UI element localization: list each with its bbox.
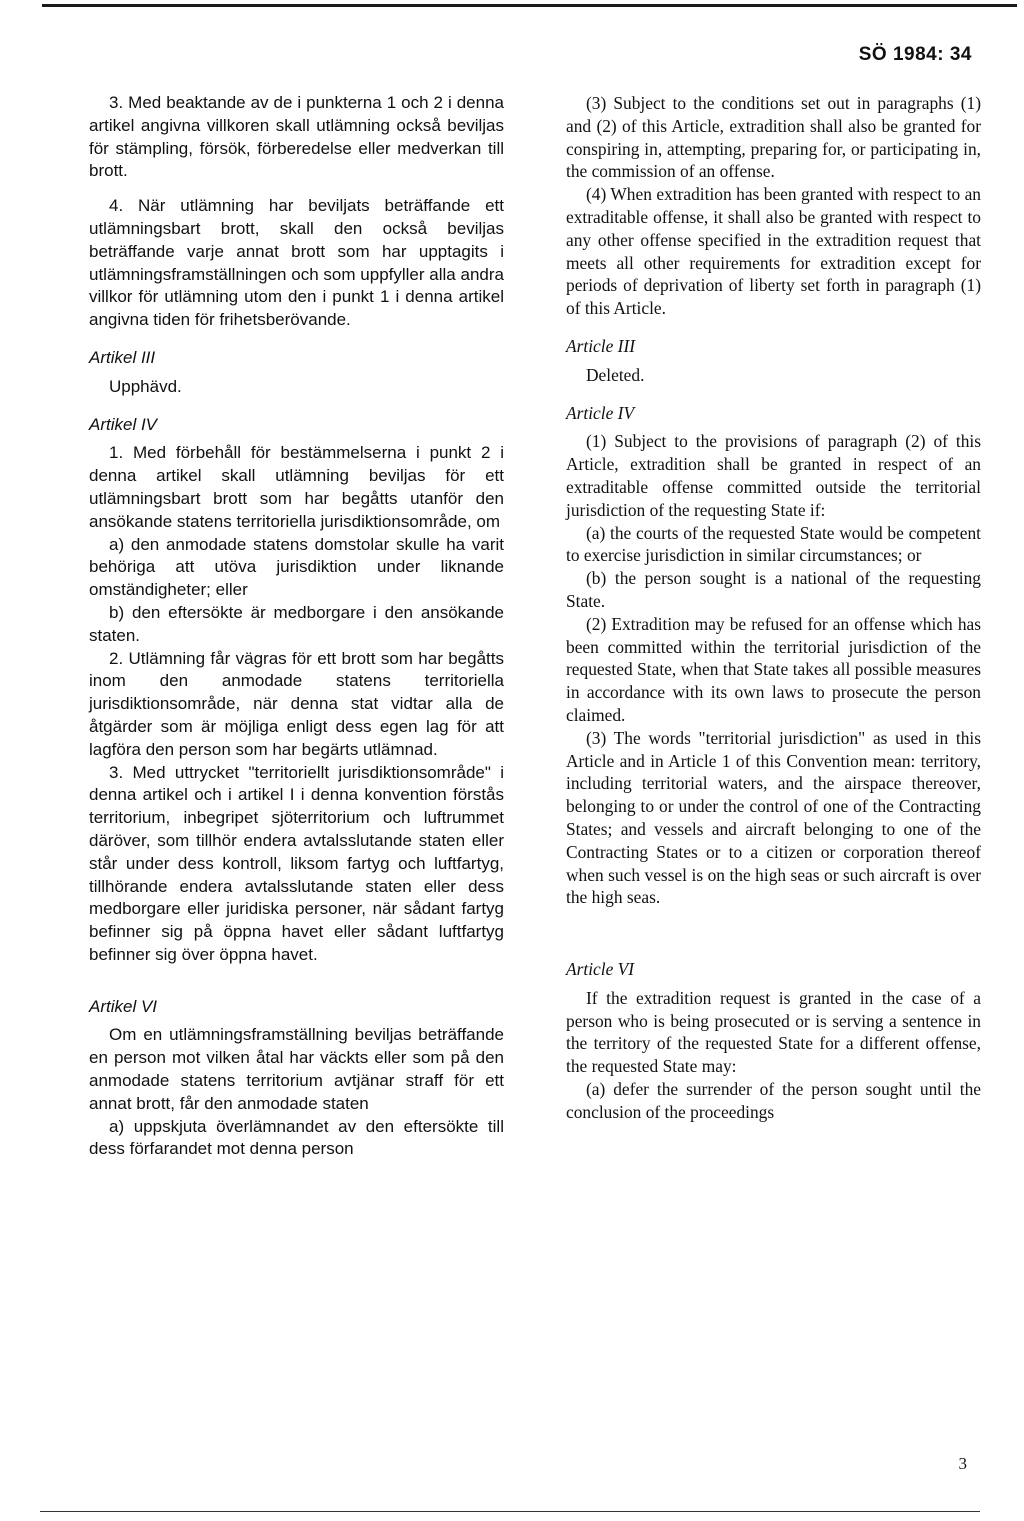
en-article-4-heading: Article IV: [566, 402, 635, 423]
en-article-4-paragraph-1a: (a) the courts of the requested State would be competent to exercise jurisdiction in similar circumstances; or: [566, 522, 981, 566]
en-article-6-heading: Article VI: [566, 959, 635, 980]
en-article-3-text: Deleted.: [586, 364, 645, 385]
sv-article-6-heading: Artikel VI: [89, 996, 158, 1016]
sv-article-4-heading: Artikel IV: [89, 414, 158, 434]
sv-article-4-paragraph-1a: a) den anmodade statens domstolar skulle ha varit behöriga att utöva jurisdiktion under liknande omständigheter; eller: [89, 534, 504, 600]
en-article-4-paragraph-2: (2) Extradition may be refused for an offense which has been committed within the territorial jurisdiction of the requested State, when that State takes all possible measures in accordance with its own laws to prosecute the person claimed.: [566, 613, 981, 725]
en-article-3-heading: Article III: [566, 335, 636, 356]
sv-article-3-text: Upphävd.: [109, 376, 182, 396]
sv-article-6-item-a: a) uppskjuta överlämnandet av den eftersökte till dess förfarandet mot denna person: [89, 1116, 504, 1159]
en-article-6-text: If the extradition request is granted in the case of a person who is being prosecuted or is serving a sentence in the territory of the requested State for a different offense, the requested State may:: [566, 987, 981, 1077]
sv-article-2-paragraph-3: 3. Med beaktande av de i punkterna 1 och 2 i denna artikel angivna villkoren skall utlämning också beviljas för stämpling, försök, förberedelse eller medverkan till brott.: [89, 93, 504, 181]
bottom-rule: [40, 1511, 980, 1512]
en-article-2-paragraph-4: (4) When extradition has been granted with respect to an extraditable offense, it shall also be granted with respect to any other offense specified in the extradition request that meets all other requirements for extradition except for periods of deprivation of liberty set forth in paragraph (1) of this Article.: [566, 184, 981, 319]
english-column: [566, 92, 981, 1124]
sv-article-3-heading: Artikel III: [89, 347, 156, 367]
document-reference: SÖ 1984: 34: [858, 44, 972, 65]
sv-article-6-text: Om en utlämningsframställning beviljas beträffande en person mot vilken åtal har väckts eller som på den anmodade statens territorium avtjänar straff för ett annat brott, får den anmodade staten: [89, 1025, 504, 1113]
swedish-column: [89, 92, 504, 1161]
sv-article-4-paragraph-2: 2. Utlämning får vägras för ett brott som har begåtts inom den anmodade statens territoriella jurisdiktionsområde, när denna stat vidtar alla de åtgärder som är möjliga enligt dess egen lag för att lagföra den person som har begärts utlämnad.: [89, 648, 504, 759]
sv-article-4-paragraph-3: 3. Med uttrycket "territoriellt jurisdiktionsområde" i denna artikel och i artikel I i denna konvention förstås territorium, inbegripet sjöterritorium och luftrummet däröver, som tillhör endera avtalsslutande staten eller står under dess kontroll, liksom fartyg och luftfartyg, tillhörande endera avtalsslutande staten eller dess medborgare eller juridiska personer, när sådant fartyg befinner sig på öppna havet eller sådant luftfartyg befinner sig över öppna havet.: [89, 762, 504, 964]
page-number: 3: [958, 1454, 967, 1473]
sv-article-4-paragraph-1b: b) den eftersökte är medborgare i den ansökande staten.: [89, 602, 504, 645]
top-rule: [42, 4, 1017, 7]
en-article-4-paragraph-1: (1) Subject to the provisions of paragraph (2) of this Article, extradition shall be granted in respect of an extraditable offense committed outside the territorial jurisdiction of the requesting State if:: [566, 431, 981, 520]
en-article-6-item-a: (a) defer the surrender of the person sought until the conclusion of the proceedings: [566, 1079, 981, 1122]
en-article-4-paragraph-3: (3) The words "territorial jurisdiction" as used in this Article and in Article 1 of this Convention mean: territory, including territorial waters, and the airspace thereover, belonging to or under the control of one of the Contracting States; and vessels and aircraft belonging to one of the Contracting States or to a citizen or corporation thereof when such vessel is on the high seas or such aircraft is over the high seas.: [566, 727, 981, 908]
sv-article-2-paragraph-4: 4. När utlämning har beviljats beträffande ett utlämningsbart brott, skall den också beviljas beträffande varje annat brott som har upptagits i utlämningsframställningen och som uppfyller alla andra villkor för utlämning utom den i punkt 1 i denna artikel angivna tiden för frihetsberövande.: [89, 196, 504, 330]
sv-article-4-paragraph-1: 1. Med förbehåll för bestämmelserna i punkt 2 i denna artikel skall utlämning beviljas för ett utlämningsbart brott som har begåtts utanför den ansökande statens territoriella jurisdiktionsområde, om: [89, 443, 504, 531]
en-article-2-paragraph-3: (3) Subject to the conditions set out in paragraphs (1) and (2) of this Article, extradition shall also be granted for conspiring in, attempting, preparing for, or participating in, the commission of an offense.: [566, 93, 981, 182]
en-article-4-paragraph-1b: (b) the person sought is a national of the requesting State.: [566, 568, 981, 611]
